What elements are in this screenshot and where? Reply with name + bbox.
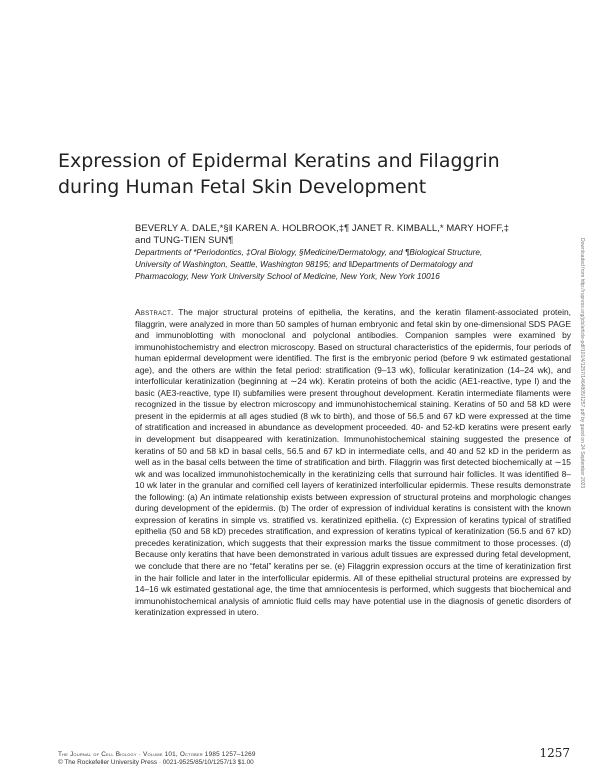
- affiliations: [135, 247, 560, 283]
- footer-journal-citation: The Journal of Cell Biology · Volume 101, October 1985 1257–1269: [58, 751, 256, 758]
- affiliation-line-1: Departments of *Periodontics, ‡Oral Biology, §Medicine/Dermatology, and ¶Biological Structure,: [135, 248, 483, 257]
- abstract-text: The major structural proteins of epithelia, the keratins, and the keratin filament-associated protein, filaggrin, were analyzed in more than 50 samples of human embryonic and fetal skin by one-dimensional SDS PAGE and immunoblotting with monoclonal and polyclonal antibodies. Companion samples were examined by immunohistochemistry and electron microscopy. Based on structural characteristics of the epidermis, four periods of human epidermal development were identified. The first is the embryonic period (before 9 wk estimated gestational age), and the others are within the fetal period: stratification (9–13 wk), follicular keratinization (14–24 wk), and interfollicular keratinization (beginning at ∼24 wk). Keratin proteins of both the acidic (AE1-reactive, type I) and the basic (AE3-reactive, type II) subfamilies were present throughout development. Keratin intermediate filaments were recognized in the tissue by electron microscopy and immunohistochemical staining. Keratins of 50 and 58 kD were present in the epidermis at all ages studied (8 wk to birth), and those of 56.5 and 67 kD were expressed at the time of stratification and increased in abundance as development proceeded. 40- and 52-kD keratins were present early in development but disappeared with keratinization. Immunohistochemical staining suggested the presence of keratins of 50 and 58 kD in basal cells, 56.5 and 67 kD in intermediate cells, and 40 and 52 kD in the periderm as well as in the basal cells between the time of stratification and birth. Filaggrin was first detected biochemically at ∼15 wk and was localized immunohistochemically in the keratinizing cells that surround hair follicles. It was identified 8–10 wk later in the granular and cornified cell layers of keratinized interfollicular epidermis. These results demonstrate the following: (a) An intimate relationship exists between expression of structural proteins and morphologic changes during development of the epidermis. (b) The order of expression of individual keratins is consistent with the known expression of keratins in simple vs. stratified vs. keratinized epithelia. (c) Expression of keratins typical of stratified epithelia (50 and 58 kD) precedes stratification, and expression of keratins typical of keratinization (56.5 and 67 kD) precedes keratinization, which suggests that their expression marks the tissue commitment to those processes. (d) Because only keratins that have been demonstrated in various adult tissues are expressed during fetal development, we conclude that there are no “fetal” keratins per se. (e) Filaggrin expression occurs at the time of keratinization first in the hair follicle and later in the interfollicular epidermis. All of these epithelial structural proteins are expressed by 14–16 wk estimated gestational age, the time that amniocentesis is performed, which suggests that biochemical and immunohistochemical analysis of amniotic fluid cells may have potential use in the diagnosis of genetic disorders of keratinization expressed in utero.: [135, 307, 571, 618]
- article-title: [58, 148, 518, 200]
- page-footer: [58, 751, 548, 767]
- page-number: 1257: [539, 746, 570, 760]
- authors-line-1: BEVERLY A. DALE,*§‖ KAREN A. HOLBROOK,‡¶ JANET R. KIMBALL,* MARY HOFF,‡: [135, 222, 510, 233]
- title-line-1: Expression of Epidermal Keratins and Filaggrin: [58, 150, 500, 172]
- abstract-label: Abstract.: [135, 307, 174, 317]
- affiliation-line-3: Pharmacology, New York University School of Medicine, New York, New York 10016: [135, 272, 440, 281]
- title-line-2: during Human Fetal Skin Development: [58, 176, 427, 198]
- abstract: [135, 307, 571, 619]
- download-watermark-text: Downloaded from http://rupress.org/jcb/article-pdf/101/4/1257/1464805/1257.pdf by guest on 24 September 2023: [579, 238, 585, 489]
- authors-line-2: and TUNG-TIEN SUN¶: [135, 234, 234, 245]
- affiliation-line-2: University of Washington, Seattle, Washington 98195; and ‖Departments of Dermatology and: [135, 260, 473, 269]
- download-watermark: [577, 238, 593, 618]
- author-list: [135, 222, 555, 246]
- footer-copyright: © The Rockefeller University Press · 0021-9525/85/10/1257/13 $1.00: [58, 759, 254, 766]
